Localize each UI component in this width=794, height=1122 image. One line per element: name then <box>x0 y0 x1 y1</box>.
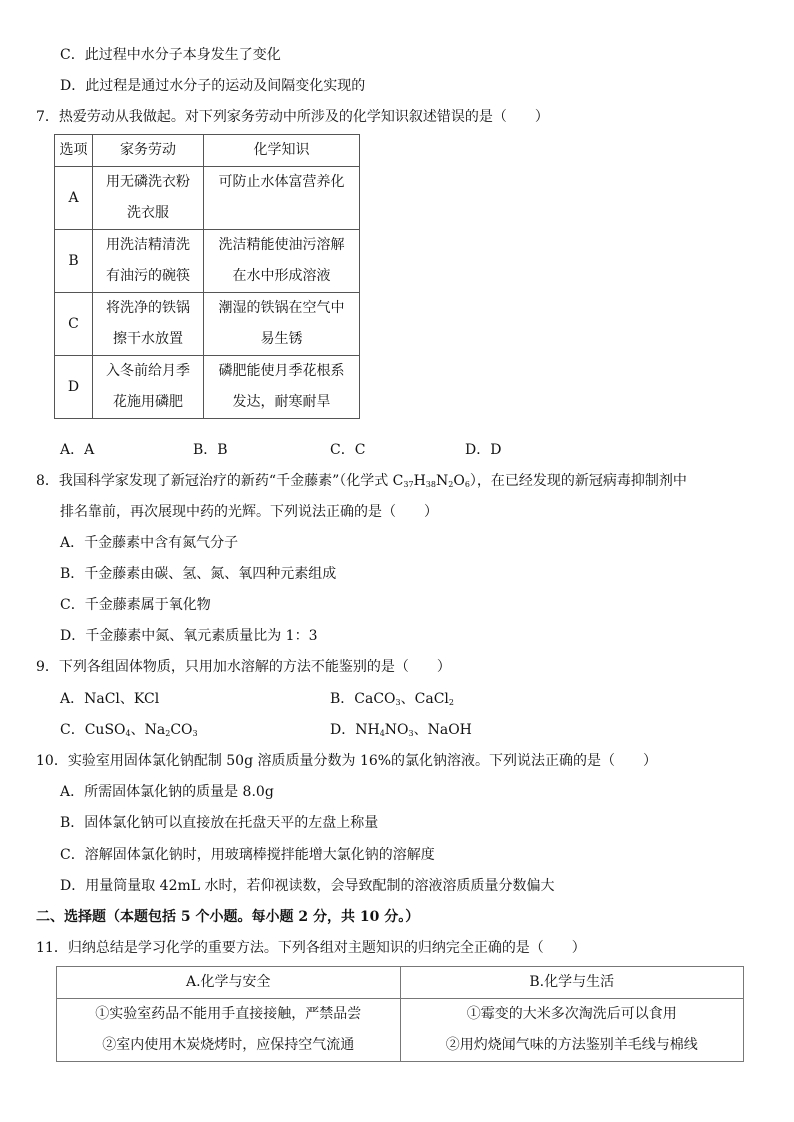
q9-option-c: C．CuSO$_4$、$Na_2CO_3$ <box>60 722 198 738</box>
q10-stem: 10．实验室用固体氯化钠配制 50g 溶质质量分数为 16%的氯化钠溶液。下列说法正确的是（ ） <box>36 753 658 769</box>
q10-option-a: A．所需固体氯化钠的质量是 8.0g <box>60 784 274 800</box>
row-housework: 用洗洁精清洗 有油污的碗筷 <box>93 230 204 293</box>
q11-stem: 11．归纳总结是学习化学的重要方法。下列各组对主题知识的归纳完全正确的是（ ） <box>36 940 586 956</box>
q9-option-b: B．CaCO$_3$、CaCl$_2$ <box>330 691 454 707</box>
q10-option-c: C．溶解固体氯化钠时，用玻璃棒搅拌能增大氯化钠的溶解度 <box>60 847 435 863</box>
q9-option-a: A．NaCl、KCl <box>60 691 160 707</box>
table-row <box>55 356 360 419</box>
table-row <box>55 293 360 356</box>
q7-stem: 7．热爱劳动从我做起。对下列家务劳动中所涉及的化学知识叙述错误的是（ ） <box>36 109 549 125</box>
q8-stem-line2: 排名靠前，再次展现中药的光辉。下列说法正确的是（ ） <box>60 504 438 520</box>
col-a-header: A.化学与安全 <box>57 967 401 999</box>
q7-answer-c: C．C <box>330 442 366 458</box>
col-b-content: ①霉变的大米多次淘洗后可以食用 ②用灼烧闻气味的方法鉴别羊毛线与棉线 <box>400 999 744 1062</box>
row-option: A <box>55 167 93 230</box>
table-row <box>57 999 744 1062</box>
q7-answer-a: A．A <box>60 442 95 458</box>
row-knowledge: 潮湿的铁锅在空气中 易生锈 <box>204 293 360 356</box>
row-option: B <box>55 230 93 293</box>
row-housework: 用无磷洗衣粉 洗衣服 <box>93 167 204 230</box>
q7-answer-b: B．B <box>193 442 228 458</box>
col-b-header: B.化学与生活 <box>400 967 744 999</box>
col-a-content: ①实验室药品不能用手直接接触，严禁品尝 ②室内使用木炭烧烤时，应保持空气流通 <box>57 999 401 1062</box>
row-housework: 入冬前给月季 花施用磷肥 <box>93 356 204 419</box>
q11-table <box>56 966 744 1062</box>
row-housework: 将洗净的铁锅 擦干水放置 <box>93 293 204 356</box>
q10-option-d: D．用量筒量取 42mL 水时，若仰视读数，会导致配制的溶液溶质质量分数偏大 <box>60 878 555 894</box>
q8-stem: 8．我国科学家发现了新冠治疗的新药“千金藤素”（化学式 $C_{37}H_{38}N_2O_6$），在已经发现的新冠病毒抑制剂中 <box>36 473 687 489</box>
table-row <box>55 167 360 230</box>
table-row <box>55 230 360 293</box>
section-title: 二、选择题（本题包括 5 个小题。每小题 2 分，共 10 分。） <box>36 909 420 925</box>
q6-option-d: D．此过程是通过水分子的运动及间隔变化实现的 <box>60 78 366 94</box>
table-header-row <box>55 135 360 167</box>
q7-table <box>54 134 360 419</box>
q8-option-a: A．千金藤素中含有氮气分子 <box>60 535 239 551</box>
row-option: C <box>55 293 93 356</box>
q6-option-c: C．此过程中水分子本身发生了变化 <box>60 47 281 63</box>
row-knowledge: 可防止水体富营养化 <box>204 167 360 230</box>
q8-option-c: C．千金藤素属于氧化物 <box>60 597 211 613</box>
row-option: D <box>55 356 93 419</box>
header-housework: 家务劳动 <box>93 135 204 167</box>
row-knowledge: 洗洁精能使油污溶解 在水中形成溶液 <box>204 230 360 293</box>
row-knowledge: 磷肥能使月季花根系 发达，耐寒耐旱 <box>204 356 360 419</box>
q8-option-b: B．千金藤素由碳、氢、氮、氧四种元素组成 <box>60 566 337 582</box>
q9-option-d: D．$NH_4NO_3$、NaOH <box>330 722 472 738</box>
q9-stem: 9．下列各组固体物质，只用加水溶解的方法不能鉴别的是（ ） <box>36 659 451 675</box>
header-option: 选项 <box>55 135 93 167</box>
q10-option-b: B．固体氯化钠可以直接放在托盘天平的左盘上称量 <box>60 815 379 831</box>
q7-answer-d: D．D <box>465 442 502 458</box>
header-chem-knowledge: 化学知识 <box>204 135 360 167</box>
q8-option-d: D．千金藤素中氮、氧元素质量比为 1：3 <box>60 628 318 644</box>
table-header-row <box>57 967 744 999</box>
